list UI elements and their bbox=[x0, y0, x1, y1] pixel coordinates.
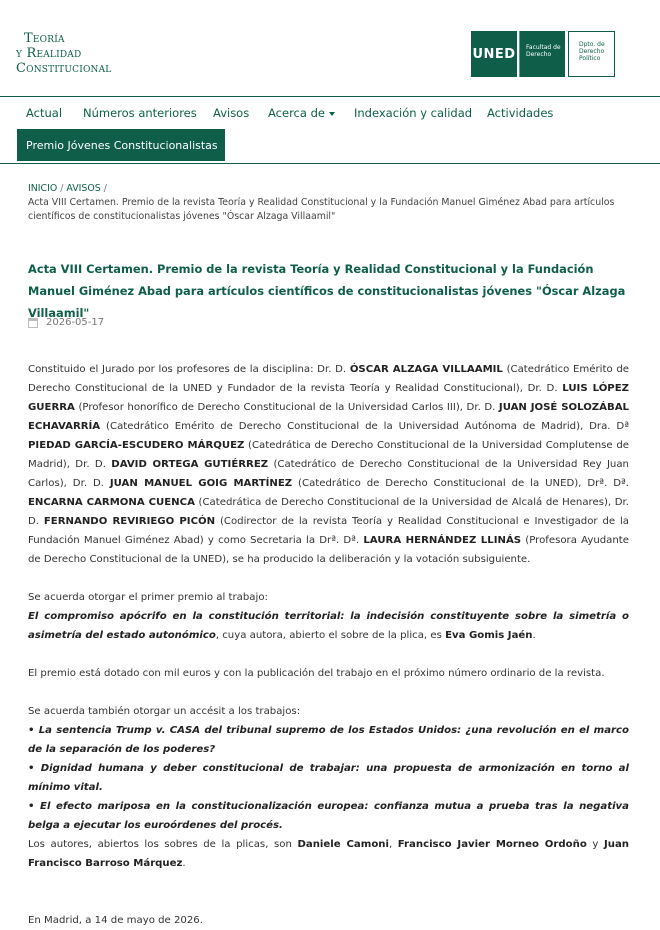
caret-down-icon bbox=[329, 112, 335, 116]
journal-logo[interactable] bbox=[16, 31, 111, 76]
uned-logo[interactable] bbox=[471, 31, 616, 77]
uned-brand: UNED bbox=[471, 31, 517, 77]
first-prize-title: El compromiso apócrifo en la constitución territorial: la indecisión constituyente sobre la simetría o asimetría del estado autonómico bbox=[28, 611, 629, 641]
spacer bbox=[28, 873, 629, 892]
first-prize-paragraph bbox=[28, 607, 629, 645]
jury-member: PIEDAD GARCÍA-ESCUDERO MÁRQUEZ bbox=[28, 440, 245, 451]
text-run: , bbox=[388, 839, 398, 850]
main-nav bbox=[0, 97, 660, 164]
jury-member: FERNANDO REVIRIEGO PICÓN bbox=[43, 516, 216, 527]
breadcrumb bbox=[28, 182, 634, 224]
jury-paragraph bbox=[28, 360, 629, 569]
nav-item-numeros-anteriores[interactable]: Números anteriores bbox=[83, 106, 197, 120]
logo-line-2: y Realidad bbox=[16, 46, 82, 61]
nav-item-avisos[interactable]: Avisos bbox=[213, 106, 250, 120]
jury-member: LUIS LÓPEZ GUERRA bbox=[28, 383, 629, 413]
jury-member: LAURA HERNÁNDEZ LLINÁS bbox=[363, 535, 522, 546]
text-run: Los autores, abiertos los sobres de la plicas, son bbox=[28, 839, 298, 850]
date-value: 2026-05-17 bbox=[46, 317, 105, 328]
jury-member: ENCARNA CARMONA CUENCA bbox=[28, 497, 195, 508]
faculty-label: Facultad de Derecho bbox=[519, 31, 565, 77]
accesit-author: Daniele Camoni bbox=[297, 839, 389, 850]
text-run: y bbox=[586, 839, 604, 850]
closing-line: En Madrid, a 14 de mayo de 2026. bbox=[28, 915, 203, 926]
text-run: , cuya autora, abierto el sobre de la plica, es bbox=[215, 630, 446, 641]
jury-member: ÓSCAR ALZAGA VILLAAMIL bbox=[349, 364, 503, 375]
text-run: (Catedrático Emérito de Derecho Constitucional de la UNED y Fundador de la revista Teoría y Realidad Constitucional), Dr. D. bbox=[28, 364, 629, 394]
accesit-intro: Se acuerda también otorgar un accésit a los trabajos: bbox=[28, 706, 301, 717]
text-run: (Codirector de la revista Teoría y Realidad Constitucional e Investigador de la Fundación Manuel Giménez Abad) y como Secretaria la Drª. Dª. bbox=[28, 516, 629, 546]
authors-line bbox=[28, 835, 629, 873]
jury-member: DAVID ORTEGA GUTIÉRREZ bbox=[111, 459, 269, 470]
accesit-title: • La sentencia Trump v. CASA del tribunal supremo de los Estados Unidos: ¿una revolución en el marco de la separación de los poderes? bbox=[28, 725, 629, 755]
text-run: . bbox=[182, 858, 186, 869]
breadcrumb-separator: / bbox=[60, 183, 64, 194]
accesit-item bbox=[28, 759, 629, 797]
first-prize-intro: Se acuerda otorgar el primer premio al trabajo: bbox=[28, 592, 268, 603]
accesit-item bbox=[28, 797, 629, 835]
jury-member: JUAN MANUEL GOIG MARTÍNEZ bbox=[109, 478, 293, 489]
nav-item-indexacion[interactable]: Indexación y calidad bbox=[354, 106, 473, 120]
nav-item-acerca-de[interactable] bbox=[268, 106, 335, 120]
nav-item-acerca-de-label: Acerca de bbox=[268, 106, 325, 120]
breadcrumb-current: Acta VIII Certamen. Premio de la revista Teoría y Realidad Constitucional y la Fundación Manuel Giménez Abad para artículos científicos de constitucionalistas jóvenes "Óscar Alzaga Villaamil" bbox=[28, 197, 615, 222]
text-run: (Catedrática de Derecho Constitucional de la Universidad de Alcalá de Henares), Dr. D. bbox=[28, 497, 629, 527]
accesit-title: • El efecto mariposa en la constitucionalización europea: confianza mutua a prueba tras la negativa belga a ejecutar los euroórdenes del procés. bbox=[28, 801, 629, 831]
nav-item-actividades[interactable]: Actividades bbox=[487, 106, 554, 120]
prize-note: El premio está dotado con mil euros y con la publicación del trabajo en el próximo número ordinario de la revista. bbox=[28, 668, 605, 679]
breadcrumb-separator: / bbox=[103, 183, 107, 194]
logo-line-1: Teoría bbox=[24, 31, 65, 46]
accesit-author: Francisco Javier Morneo Ordoño bbox=[397, 839, 587, 850]
page-title: Acta VIII Certamen. Premio de la revista Teoría y Realidad Constitucional y la Fundación Manuel Giménez Abad para artículos científicos de constitucionalistas jóvenes "Óscar Alzaga Villaamil" bbox=[28, 262, 626, 320]
text-run: Constituido el Jurado por los profesores de la disciplina: Dr. D. bbox=[28, 364, 350, 375]
department-label: Dpto. de Derecho Político bbox=[568, 31, 615, 77]
nav-item-premio[interactable]: Premio Jóvenes Constitucionalistas bbox=[17, 129, 225, 161]
text-run: . bbox=[532, 630, 536, 641]
logo-line-3: Constitucional bbox=[16, 61, 112, 76]
accesit-item bbox=[28, 721, 629, 759]
text-run: (Catedrático de Derecho Constitucional de la UNED), Drª. Dª. bbox=[292, 478, 629, 489]
nav-item-actual[interactable]: Actual bbox=[26, 106, 63, 120]
accesit-author: Juan Francisco Barroso Márquez bbox=[28, 839, 629, 869]
text-run: (Catedrático de Derecho Constitucional de la Universidad Rey Juan Carlos), Dr. D. bbox=[28, 459, 629, 489]
accesit-title: • Dignidad humana y deber constitucional de trabajar: una propuesta de armonización en torno al mínimo vital. bbox=[28, 763, 629, 793]
text-run: (Profesor honorífico de Derecho Constitucional de la Universidad Carlos III), Dr. D. bbox=[74, 402, 499, 413]
text-run: (Catedrática de Derecho Constitucional de la Universidad Complutense de Madrid), Dr. D. bbox=[28, 440, 629, 470]
spacer bbox=[28, 892, 629, 911]
breadcrumb-avisos[interactable]: AVISOS bbox=[66, 183, 101, 194]
first-prize-author: Eva Gomis Jaén bbox=[445, 630, 533, 641]
site-header bbox=[0, 0, 660, 97]
calendar-icon bbox=[28, 318, 38, 328]
breadcrumb-home[interactable]: INICIO bbox=[28, 183, 58, 194]
text-run: (Profesora Ayudante de Derecho Constitucional de la UNED), se ha producido la deliberación y la votación subsiguiente. bbox=[28, 535, 629, 565]
text-run: (Catedrático Emérito de Derecho Constitucional de la Universidad Autónoma de Madrid), Dra. Dª bbox=[100, 421, 629, 432]
article-body bbox=[28, 360, 629, 930]
publication-date bbox=[28, 317, 104, 328]
jury-member: JUAN JOSÉ SOLOZÁBAL ECHAVARRÍA bbox=[28, 402, 629, 432]
